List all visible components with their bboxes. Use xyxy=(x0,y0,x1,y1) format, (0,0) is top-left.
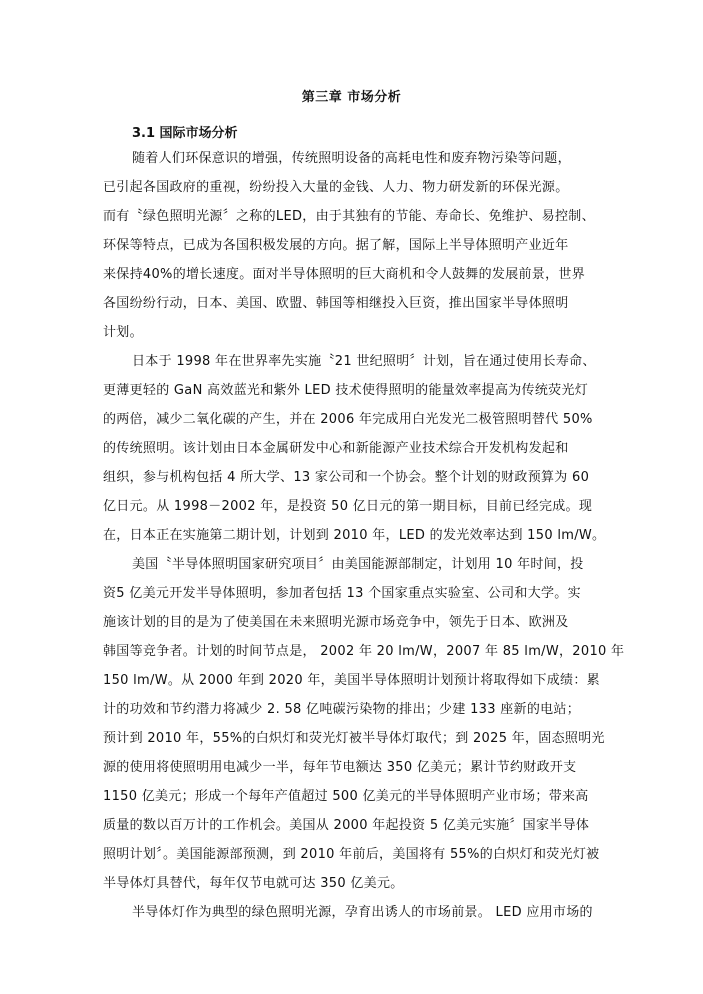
paragraph-line: 预计到 2010 年，55%的白炽灯和荧光灯被半导体灯取代；到 2025 年，固态照明光 xyxy=(103,731,605,746)
paragraph-line: 日本于 1998 年在世界率先实施〝21 世纪照明〞计划，旨在通过使用长寿命、 xyxy=(132,354,596,369)
paragraph-line: 半导体灯具替代，每年仅节电就可达 350 亿美元。 xyxy=(103,876,404,891)
paragraph-line: 照明计划〞。美国能源部预测，到 2010 年前后，美国将有 55%的白炽灯和荧光灯被 xyxy=(103,847,600,862)
paragraph-line: 的传统照明。该计划由日本金属研发中心和新能源产业技术综合开发机构发起和 xyxy=(103,441,569,456)
paragraph-line: 计划。 xyxy=(103,325,143,340)
paragraph-line: 1150 亿美元；形成一个每年产值超过 500 亿美元的半导体照明产业市场；带来高 xyxy=(103,789,589,804)
section-title: 3.1 国际市场分析 xyxy=(132,126,238,141)
paragraph-line: 而有〝绿色照明光源〞之称的LED，由于其独有的节能、寿命长、免维护、易控制、 xyxy=(103,209,595,224)
paragraph-line: 随着人们环保意识的增强，传统照明设备的高耗电性和废弃物污染等问题， xyxy=(132,151,571,166)
paragraph-line: 各国纷纷行动，日本、美国、欧盟、韩国等相继投入巨资，推出国家半导体照明 xyxy=(103,296,569,311)
paragraph-line: 更薄更轻的 GaN 高效蓝光和紫外 LED 技术使得照明的能量效率提高为传统荧光灯 xyxy=(103,383,589,398)
paragraph-line: 源的使用将使照明用电减少一半，每年节电额达 350 亿美元；累计节约财政开支 xyxy=(103,760,577,775)
paragraph-line: 亿日元。从 1998－2002 年，是投资 50 亿日元的第一期目标，目前已经完成。现 xyxy=(103,499,593,514)
paragraph-line: 半导体灯作为典型的绿色照明光源，孕育出诱人的市场前景。 LED 应用市场的 xyxy=(132,905,593,920)
paragraph-line: 来保持40%的增长速度。面对半导体照明的巨大商机和令人鼓舞的发展前景，世界 xyxy=(103,267,585,282)
paragraph-line: 韩国等竞争者。计划的时间节点是， 2002 年 20 lm/W，2007 年 85 lm/W，2010 年 xyxy=(103,644,625,659)
paragraph-line: 环保等特点，已成为各国积极发展的方向。据了解，国际上半导体照明产业近年 xyxy=(103,238,569,253)
paragraph-line: 在，日本正在实施第二期计划，计划到 2010 年，LED 的发光效率达到 150 lm/W。 xyxy=(103,528,606,543)
paragraph-line: 质量的数以百万计的工作机会。美国从 2000 年起投资 5 亿美元实施〞国家半导体 xyxy=(103,818,590,833)
chapter-title: 第三章 市场分析 xyxy=(301,90,402,105)
paragraph-line: 150 lm/W。从 2000 年到 2020 年，美国半导体照明计划预计将取得如下成绩：累 xyxy=(103,673,600,688)
paragraph-line: 美国〝半导体照明国家研究项目〞由美国能源部制定，计划用 10 年时间，投 xyxy=(132,557,584,572)
paragraph-line: 计的功效和节约潜力将减少 2. 58 亿吨碳污染物的排出；少建 133 座新的电站； xyxy=(103,702,581,717)
paragraph-line: 资5 亿美元开发半导体照明，参加者包括 13 个国家重点实验室、公司和大学。实 xyxy=(103,586,581,601)
paragraph-line: 组织，参与机构包括 4 所大学、13 家公司和一个协会。整个计划的财政预算为 60 xyxy=(103,470,590,485)
paragraph-line: 的两倍，减少二氧化碳的产生，并在 2006 年完成用白光发光二极管照明替代 50% xyxy=(103,412,593,427)
paragraph-line: 已引起各国政府的重视，纷纷投入大量的金钱、人力、物力研发新的环保光源。 xyxy=(103,180,569,195)
paragraph-line: 施该计划的目的是为了使美国在未来照明光源市场竞争中，领先于日本、欧洲及 xyxy=(103,615,569,630)
